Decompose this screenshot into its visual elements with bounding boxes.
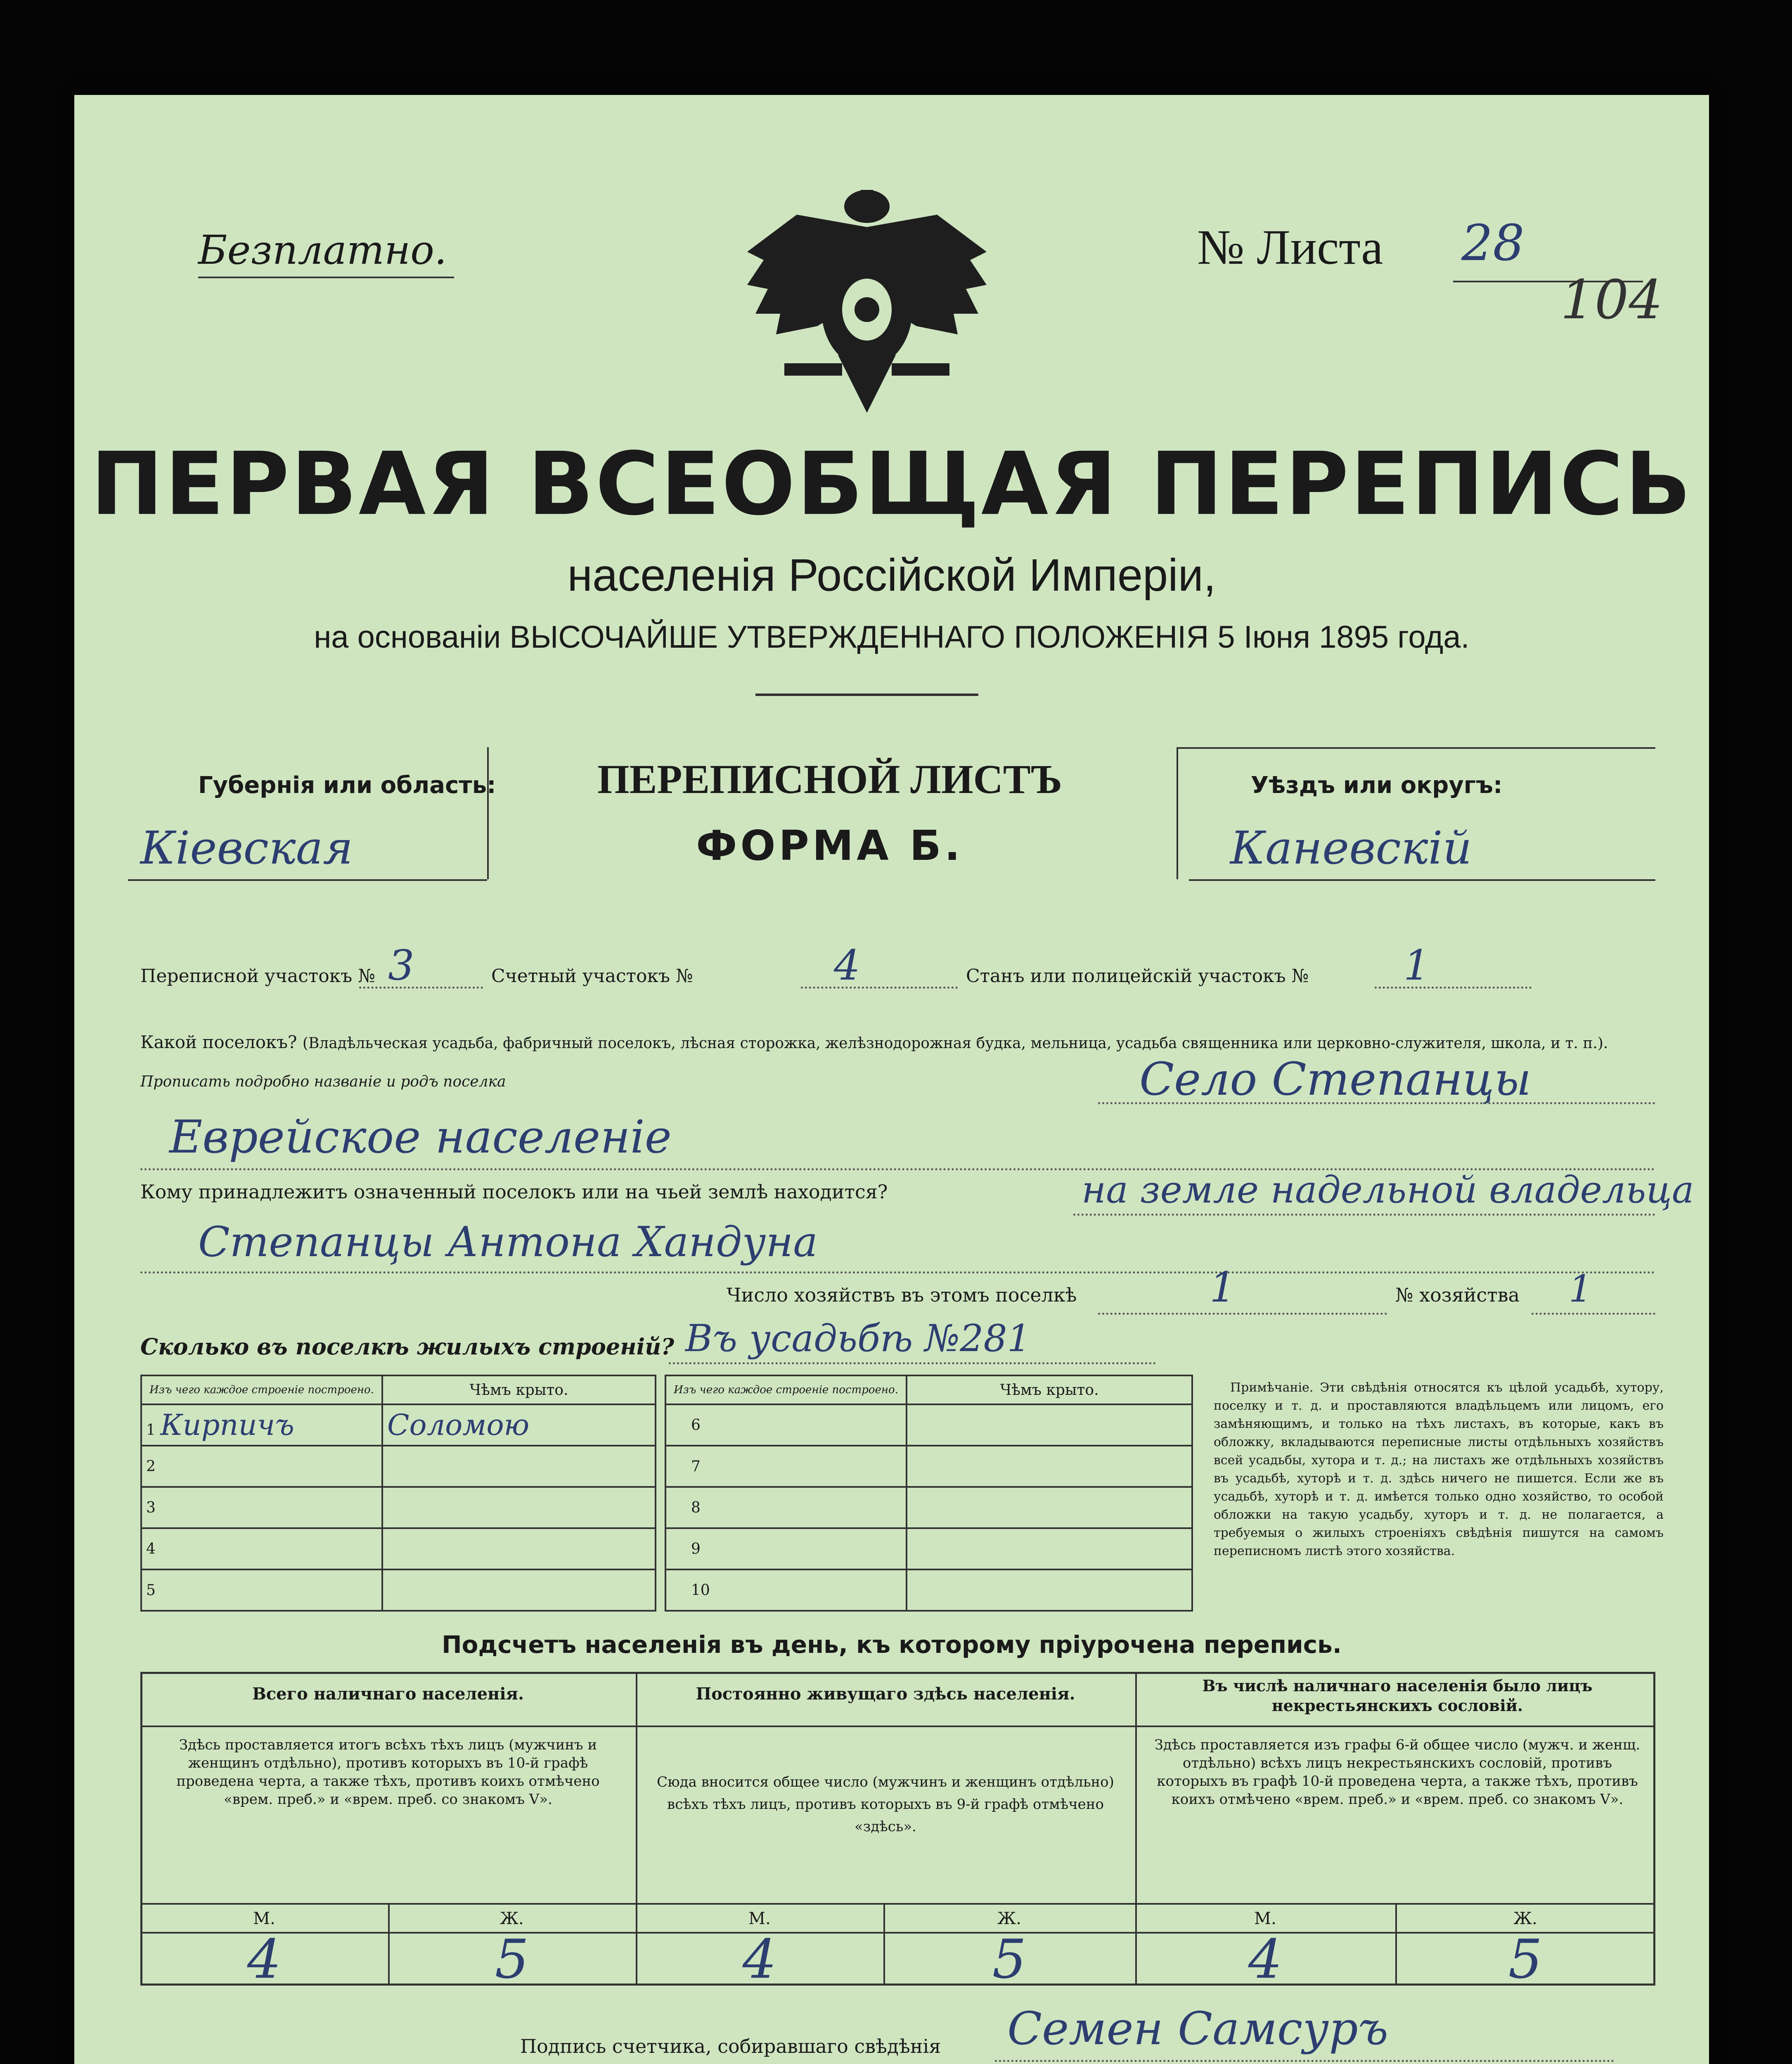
buildings-note: Примѣчаніе. Эти свѣдѣнія относятся къ цѣлой усадьбѣ, хутору, поселку и т. д. и проставляются владѣльцемъ или лицомъ, его замѣняющимъ, и только на тѣхъ листахъ, въ которые, какъ въ обложку, вкладываются переписные листы отдѣльныхъ хозяйствъ всей усадьбы, хутора и т. д.; на листахъ же отдѣльныхъ хозяйствъ въ усадьбѣ, хуторѣ и т. д. здѣсь ничего не пишется. Если же въ усадьбѣ, хуторѣ и т. д. имѣется только одно хозяйство, то особой обложки на такую усадьбу, хуторъ и т. д. не полагается, а требуемыя о жилыхъ строеніяхъ свѣдѣнія пишутся на самомъ переписномъ листѣ этого хозяйства. — [1214, 1380, 1664, 1558]
right-block-top — [1177, 747, 1655, 749]
signature-label: Подпись счетчика, собиравшаго свѣдѣнія — [520, 2035, 941, 2057]
table-row — [141, 1404, 656, 1446]
pop-text-divider — [140, 1903, 1655, 1905]
owner-value: на земле надельной владельца — [1082, 1168, 1694, 1212]
table-row — [665, 1487, 1192, 1528]
households-line — [1098, 1313, 1387, 1315]
page-subtitle: населенія Россійской Имперіи, — [567, 550, 1216, 601]
sheet-no-value: 28 — [1461, 215, 1525, 272]
row-number: 6 — [665, 1404, 907, 1446]
settlement-label: Какой поселокъ? — [140, 1032, 297, 1052]
table-row — [665, 1569, 1192, 1611]
row-number: 5 — [141, 1569, 382, 1611]
col-roof: Чѣмъ крыто. — [382, 1375, 656, 1404]
row-number: 7 — [665, 1446, 907, 1487]
f-label: Ж. — [500, 1909, 524, 1928]
free-label: Безплатно. — [198, 227, 447, 273]
household-no-label: № хозяйства — [1395, 1284, 1520, 1306]
owner-line — [1073, 1214, 1655, 1216]
pop-col1-title: Всего наличнаго населенія. — [252, 1684, 524, 1704]
row-number: 4 — [141, 1528, 382, 1569]
buildings-table-right — [665, 1375, 1193, 1612]
buildings-table-left — [140, 1375, 656, 1612]
col-roof: Чѣмъ крыто. — [907, 1375, 1192, 1404]
census-district-label: Переписной участокъ № — [140, 966, 375, 987]
settlement-value-2: Еврейское населеніе — [169, 1110, 672, 1163]
f-label: Ж. — [1513, 1909, 1537, 1928]
pop-col2-text: Сюда вносится общее число (мужчинъ и женщинъ отдѣльно) всѣхъ тѣхъ лицъ, противъ которыхъ въ 9-й графѣ отмѣчено «здѣсь». — [657, 1774, 1114, 1835]
table-row — [141, 1528, 656, 1569]
buildings-value: Въ усадьбѣ №281 — [685, 1317, 1031, 1360]
total-m-value: 4 — [247, 1928, 282, 1991]
table-row — [141, 1569, 656, 1611]
signature-value: Семен Самсуръ — [1007, 2002, 1389, 2055]
pop-col3-text: Здѣсь проставляется изъ графы 6-й общее число (мужч. и женщ. отдѣльно) всѣхъ лицъ некрестьянскихъ сословій, противъ которыхъ въ графѣ 10-й проведена черта, а также тѣхъ, противъ коихъ отмѣчено «врем. преб.» и «врем. преб. со знакомъ V». — [1154, 1737, 1640, 1808]
buildings-label: Сколько въ поселкѣ жилыхъ строеній? — [140, 1333, 675, 1360]
stan-value: 1 — [1404, 941, 1430, 989]
population-heading: Подсчетъ населенія въ день, къ которому пріурочена перепись. — [442, 1631, 1342, 1659]
uezd-underline — [1189, 879, 1655, 881]
count-district-value: 4 — [834, 941, 860, 989]
table-row — [141, 1487, 656, 1528]
material-value: Кирпичъ — [160, 1408, 294, 1442]
gubernia-value: Кіевская — [140, 821, 353, 874]
row-number: 8 — [665, 1487, 907, 1528]
form-label: ФОРМА Б. — [696, 821, 963, 870]
roof-value: Соломою — [387, 1408, 530, 1442]
settlement-value: Село Степанцы — [1139, 1053, 1532, 1105]
form-title: ПЕРЕПИСНОЙ ЛИСТЪ — [597, 756, 1063, 802]
left-block-border — [487, 747, 489, 879]
row-number: 1 — [146, 1422, 156, 1439]
settlement-hint: (Владѣльческая усадьба, фабричный поселокъ, лѣсная сторожка, желѣзнодорожная будка, мельница, усадьба священника или церковно-служителя, школа, и т. п.). — [302, 1035, 1608, 1052]
row-number: 10 — [665, 1569, 907, 1611]
legal-basis: на основаніи ВЫСОЧАЙШЕ УТВЕРЖДЕННАГО ПОЛОЖЕНІЯ 5 Іюня 1895 года. — [314, 620, 1470, 655]
pop-col1-text: Здѣсь проставляется итогъ всѣхъ тѣхъ лицъ (мужчинъ и женщинъ отдѣльно), противъ которыхъ въ 10-й графѣ проведена черта, а также тѣхъ, противъ коихъ отмѣчено «врем. преб.» и «врем. преб. со знакомъ V». — [176, 1737, 600, 1808]
count-district-label: Счетный участокъ № — [491, 966, 693, 987]
row-number: 2 — [141, 1446, 382, 1487]
pop-title-divider — [140, 1726, 1655, 1727]
buildings-line — [669, 1362, 1156, 1364]
settlement-hint2: Прописать подробно названіе и родъ поселка — [140, 1073, 506, 1090]
gubernia-underline — [128, 879, 487, 881]
owner-line-2 — [140, 1271, 1655, 1273]
household-no-line — [1532, 1313, 1655, 1315]
m-label: М. — [253, 1909, 275, 1928]
sheet-no-label: № Листа — [1197, 220, 1383, 275]
stan-line — [1375, 987, 1532, 989]
uezd-value: Каневскій — [1230, 821, 1472, 874]
table-row — [665, 1404, 1192, 1446]
m-label: М. — [1254, 1909, 1276, 1928]
free-underline — [198, 277, 454, 278]
settlement-line — [1098, 1102, 1655, 1104]
census-district-line — [359, 987, 483, 989]
permanent-f-value: 5 — [992, 1928, 1027, 1991]
nonpeasant-f-value: 5 — [1508, 1928, 1543, 1991]
table-row — [665, 1446, 1192, 1487]
owner-value-2: Степанцы Антона Хандуна — [198, 1218, 818, 1266]
right-block-border — [1177, 747, 1178, 879]
col-material: Изъ чего каждое строеніе построено. — [665, 1375, 907, 1404]
table-row — [141, 1446, 656, 1487]
nonpeasant-m-value: 4 — [1248, 1928, 1283, 1991]
households-label: Число хозяйствъ въ этомъ поселкѣ — [727, 1284, 1077, 1306]
page-title: ПЕРВАЯ ВСЕОБЩАЯ ПЕРЕПИСЬ — [90, 433, 1693, 535]
household-no-value: 1 — [1569, 1267, 1593, 1311]
total-f-value: 5 — [495, 1928, 529, 1991]
permanent-m-value: 4 — [742, 1928, 777, 1991]
pop-col3-title: Въ числѣ наличнаго населенія было лицъ некрестьянскихъ сословій. — [1202, 1676, 1593, 1715]
eagle-emblem-icon — [722, 190, 1011, 421]
census-sheet — [74, 95, 1709, 2064]
row-number: 9 — [665, 1528, 907, 1569]
signature-line — [995, 2060, 1614, 2062]
title-divider — [755, 694, 978, 696]
row-number: 3 — [141, 1487, 382, 1528]
table-row — [665, 1528, 1192, 1569]
col-material: Изъ чего каждое строеніе построено. — [141, 1375, 382, 1404]
m-label: М. — [748, 1909, 771, 1928]
households-value: 1 — [1210, 1263, 1236, 1311]
gubernia-label: Губернія или область: — [198, 772, 496, 799]
uezd-label: Уѣздъ или округъ: — [1251, 772, 1503, 799]
count-district-line — [801, 987, 958, 989]
stan-label: Станъ или полицейскій участокъ № — [966, 966, 1309, 987]
corner-number: 104 — [1560, 268, 1663, 331]
census-district-value: 3 — [388, 941, 414, 989]
pop-col2-title: Постоянно живущаго здѣсь населенія. — [696, 1684, 1075, 1704]
owner-label: Кому принадлежитъ означенный поселокъ или на чьей землѣ находится? — [140, 1181, 888, 1203]
f-label: Ж. — [997, 1909, 1021, 1928]
